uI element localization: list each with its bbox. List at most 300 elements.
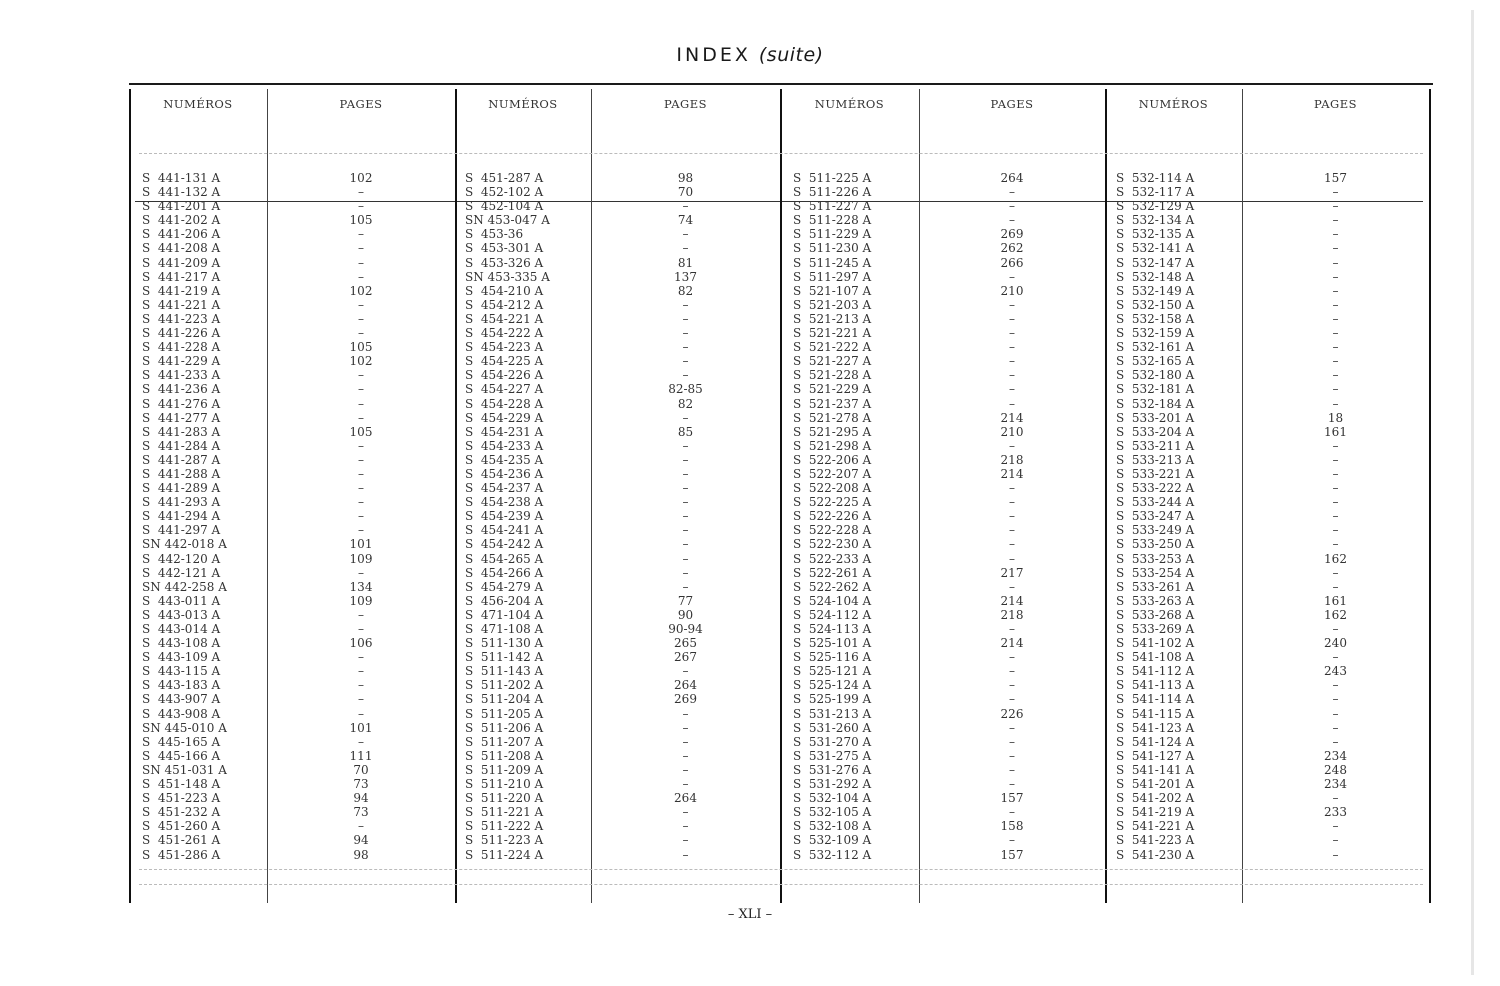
number-cell: S 445-165 A xyxy=(142,734,221,749)
number-cell: S 451-286 A xyxy=(142,847,221,862)
number-cell: S 541-115 A xyxy=(1116,706,1195,721)
number-cell: S 511-130 A xyxy=(465,636,544,651)
page-cell: – xyxy=(1332,678,1339,693)
page-cell: – xyxy=(1332,495,1339,510)
number-cell: S 524-104 A xyxy=(793,593,872,608)
page-cell: – xyxy=(682,452,689,467)
page-cell: 214 xyxy=(1000,636,1024,651)
number-cell: S 452-104 A xyxy=(465,199,544,214)
page-cell: – xyxy=(682,297,689,312)
number-cell: S 441-206 A xyxy=(142,227,221,242)
number-cell: S 441-202 A xyxy=(142,213,221,228)
number-cell: S 454-223 A xyxy=(465,340,544,355)
page-cell: – xyxy=(358,326,364,341)
page-cell: 85 xyxy=(677,424,694,439)
page-cell: 105 xyxy=(349,213,373,228)
number-cell: S 471-108 A xyxy=(465,622,544,636)
number-cell: S 524-113 A xyxy=(793,622,872,636)
number-cell: S 521-222 A xyxy=(793,340,872,355)
header-numeros: NUMÉROS xyxy=(814,97,885,111)
page-cell: – xyxy=(682,551,689,566)
number-cell: S 471-104 A xyxy=(465,607,544,622)
number-cell: S 522-226 A xyxy=(793,509,872,524)
column-divider xyxy=(1105,89,1107,903)
page-cell: – xyxy=(1332,452,1339,467)
page-cell: – xyxy=(682,805,689,820)
number-cell: S 532-149 A xyxy=(1116,283,1195,298)
page-cell: – xyxy=(1009,396,1015,411)
page-title xyxy=(0,44,1500,66)
number-cell: S 441-287 A xyxy=(142,452,221,467)
page-cell: 158 xyxy=(1000,819,1024,834)
number-cell: S 533-263 A xyxy=(1116,593,1195,608)
page-cell: 73 xyxy=(353,805,369,820)
number-cell: SN 445-010 A xyxy=(142,720,227,735)
number-cell: S 521-203 A xyxy=(793,297,872,312)
page-cell: – xyxy=(1332,241,1339,256)
number-cell: S 454-229 A xyxy=(465,410,544,425)
number-cell: S 525-116 A xyxy=(793,650,872,665)
page-cell: – xyxy=(1332,622,1339,636)
number-cell: S 511-143 A xyxy=(465,664,544,679)
number-cell: S 522-233 A xyxy=(793,551,872,566)
number-cell: S 541-114 A xyxy=(1116,692,1195,707)
page-cell: 217 xyxy=(1000,565,1024,580)
page-cell: – xyxy=(358,481,364,496)
number-cell: S 454-233 A xyxy=(465,438,544,453)
page-cell: – xyxy=(1332,382,1339,397)
number-cell: S 532-135 A xyxy=(1116,227,1195,242)
number-cell: S 531-276 A xyxy=(793,762,872,777)
page-cell: 90 xyxy=(677,607,694,622)
page-cell: – xyxy=(1009,523,1015,538)
page-cell: 74 xyxy=(677,213,694,228)
header-numeros: NUMÉROS xyxy=(163,97,233,111)
page-cell: – xyxy=(682,579,689,594)
page-cell: 82-85 xyxy=(668,382,703,397)
number-cell: S 532-117 A xyxy=(1116,185,1195,200)
page-cell: – xyxy=(1332,706,1339,721)
column-divider xyxy=(780,89,782,903)
number-cell: S 454-241 A xyxy=(465,523,544,538)
number-cell: S 521-278 A xyxy=(793,410,872,425)
page-cell: – xyxy=(358,607,364,622)
page-cell: – xyxy=(682,368,689,383)
page-cell: – xyxy=(682,340,689,355)
number-cell: S 511-297 A xyxy=(793,269,872,284)
page-cell: 111 xyxy=(349,748,373,763)
number-cell: S 533-244 A xyxy=(1116,495,1195,510)
pages-column xyxy=(1242,171,1429,862)
page-cell: – xyxy=(1332,396,1339,411)
page-cell: – xyxy=(358,452,364,467)
page-cell: 94 xyxy=(353,833,369,848)
page-cell: – xyxy=(358,199,364,214)
number-cell: S 541-102 A xyxy=(1116,636,1195,651)
number-cell: S 533-247 A xyxy=(1116,509,1195,524)
page-cell: – xyxy=(1009,805,1015,820)
page-cell: 264 xyxy=(674,678,697,693)
header-pages: PAGES xyxy=(339,97,383,111)
page-cell: – xyxy=(1009,340,1015,355)
page-cell: – xyxy=(682,523,689,538)
number-cell: S 521-107 A xyxy=(793,283,872,298)
number-cell: S 531-275 A xyxy=(793,748,872,763)
number-cell: S 511-207 A xyxy=(465,734,544,749)
number-cell: S 522-225 A xyxy=(793,495,872,510)
page-cell: 234 xyxy=(1324,777,1347,792)
title-subtitle: (suite) xyxy=(758,44,824,66)
number-cell: S 541-223 A xyxy=(1116,833,1195,848)
number-cell: S 522-261 A xyxy=(793,565,872,580)
number-cell: S 441-223 A xyxy=(142,311,221,326)
number-cell: S 441-226 A xyxy=(142,326,221,341)
page-cell: – xyxy=(682,762,689,777)
page-cell: 248 xyxy=(1324,762,1347,777)
page-cell: – xyxy=(1009,579,1015,594)
number-cell: S 541-127 A xyxy=(1116,748,1195,763)
page-cell: – xyxy=(1009,551,1015,566)
page-cell: – xyxy=(682,199,689,214)
page-cell: – xyxy=(1332,720,1339,735)
page-cell: 98 xyxy=(677,171,694,185)
number-cell: S 442-120 A xyxy=(142,551,221,566)
number-cell: S 443-014 A xyxy=(142,622,221,636)
page-cell: – xyxy=(682,495,689,510)
page-cell: – xyxy=(358,269,364,284)
page-cell: 162 xyxy=(1324,607,1347,622)
number-cell: S 454-210 A xyxy=(465,283,544,298)
number-cell: S 511-142 A xyxy=(465,650,544,665)
number-cell: S 511-206 A xyxy=(465,720,544,735)
number-cell: S 454-237 A xyxy=(465,481,544,496)
page-cell: 81 xyxy=(677,255,694,270)
number-cell: S 511-205 A xyxy=(465,706,544,721)
number-cell: S 521-237 A xyxy=(793,396,872,411)
table-top-rule xyxy=(129,83,1433,85)
number-cell: S 532-184 A xyxy=(1116,396,1195,411)
page-cell: – xyxy=(358,241,364,256)
page-cell: – xyxy=(682,819,689,834)
number-cell: S 454-238 A xyxy=(465,495,544,510)
number-cell: S 541-124 A xyxy=(1116,734,1195,749)
number-cell: S 454-226 A xyxy=(465,368,544,383)
page-cell: – xyxy=(1009,311,1015,326)
page-cell: 226 xyxy=(1000,706,1024,721)
page-cell: – xyxy=(358,227,364,242)
number-cell: S 541-123 A xyxy=(1116,720,1195,735)
number-cell: S 453-301 A xyxy=(465,241,544,256)
number-cell: S 532-141 A xyxy=(1116,241,1195,256)
page-cell: 269 xyxy=(674,692,697,707)
page-cell: – xyxy=(1009,269,1015,284)
number-cell: S 541-112 A xyxy=(1116,664,1195,679)
page-cell: – xyxy=(1009,537,1015,552)
page-cell: 94 xyxy=(353,791,369,806)
page-cell: – xyxy=(682,241,689,256)
number-cell: S 532-165 A xyxy=(1116,354,1195,369)
number-cell: S 522-206 A xyxy=(793,452,872,467)
numbers-column xyxy=(1116,171,1194,862)
page-cell: – xyxy=(358,185,364,200)
number-cell: S 533-213 A xyxy=(1116,452,1195,467)
page-cell: – xyxy=(1009,664,1015,679)
page-cell: 210 xyxy=(1000,283,1024,298)
page-cell: – xyxy=(1009,678,1015,693)
number-cell: S 443-907 A xyxy=(142,692,221,707)
column-divider xyxy=(455,89,457,903)
page-cell: – xyxy=(1332,692,1339,707)
pages-column xyxy=(591,171,780,862)
page-cell: – xyxy=(1332,227,1339,242)
number-cell: S 511-229 A xyxy=(793,227,872,242)
numbers-column xyxy=(465,171,550,862)
number-cell: S 451-148 A xyxy=(142,777,221,792)
number-cell: S 443-115 A xyxy=(142,664,221,679)
numbers-column xyxy=(793,171,871,862)
number-cell: S 441-236 A xyxy=(142,382,221,397)
number-cell: S 522-228 A xyxy=(793,523,872,538)
page-cell: – xyxy=(1332,213,1339,228)
page-cell: – xyxy=(682,664,689,679)
number-cell: S 441-293 A xyxy=(142,495,221,510)
number-cell: S 454-266 A xyxy=(465,565,544,580)
number-cell: SN 451-031 A xyxy=(142,762,227,777)
number-cell: S 525-199 A xyxy=(793,692,872,707)
page-cell: – xyxy=(1009,297,1015,312)
number-cell: SN 453-335 A xyxy=(465,269,550,284)
header-pages: PAGES xyxy=(664,97,707,111)
page-cell: – xyxy=(1332,537,1339,552)
number-cell: S 511-209 A xyxy=(465,762,544,777)
page-number: – XLI – xyxy=(727,907,773,922)
page-cell: – xyxy=(1332,481,1339,496)
number-cell: S 532-104 A xyxy=(793,791,872,806)
page-cell: – xyxy=(358,297,364,312)
number-cell: S 441-201 A xyxy=(142,199,221,214)
number-cell: S 522-207 A xyxy=(793,466,872,481)
number-cell: S 532-112 A xyxy=(793,847,872,862)
number-cell: S 454-222 A xyxy=(465,326,544,341)
page-cell: 109 xyxy=(349,551,373,566)
number-cell: S 443-183 A xyxy=(142,678,221,693)
number-cell: S 453-36 xyxy=(465,227,524,242)
page-cell: 265 xyxy=(674,636,697,651)
page-cell: – xyxy=(682,227,689,242)
page-cell: – xyxy=(1332,340,1339,355)
number-cell: S 456-204 A xyxy=(465,593,544,608)
page-cell: 157 xyxy=(1000,791,1024,806)
number-cell: S 454-225 A xyxy=(465,354,544,369)
pages-column xyxy=(267,171,455,862)
number-cell: S 533-254 A xyxy=(1116,565,1195,580)
number-cell: S 441-283 A xyxy=(142,424,221,439)
number-cell: S 525-101 A xyxy=(793,636,872,651)
page-cell: – xyxy=(682,438,689,453)
number-cell: S 451-261 A xyxy=(142,833,221,848)
page-cell: – xyxy=(1009,354,1015,369)
number-cell: S 533-222 A xyxy=(1116,481,1195,496)
number-cell: S 521-229 A xyxy=(793,382,872,397)
page-cell: 102 xyxy=(349,171,373,185)
number-cell: S 441-297 A xyxy=(142,523,221,538)
page-cell: 109 xyxy=(349,593,373,608)
number-cell: S 454-221 A xyxy=(465,311,544,326)
page-cell: – xyxy=(1332,185,1339,200)
number-cell: S 532-134 A xyxy=(1116,213,1195,228)
page-cell: – xyxy=(1332,354,1339,369)
page-cell: – xyxy=(1009,382,1015,397)
number-cell: S 441-132 A xyxy=(142,185,221,200)
page-cell: – xyxy=(358,495,364,510)
page-cell: – xyxy=(1332,283,1339,298)
number-cell: S 522-262 A xyxy=(793,579,872,594)
number-cell: S 533-269 A xyxy=(1116,622,1195,636)
number-cell: S 442-121 A xyxy=(142,565,221,580)
page-cell: – xyxy=(1332,847,1339,862)
number-cell: S 533-201 A xyxy=(1116,410,1195,425)
page-cell: – xyxy=(1009,368,1015,383)
number-cell: S 451-260 A xyxy=(142,819,221,834)
page-cell: 269 xyxy=(1000,227,1024,242)
page-cell: – xyxy=(682,311,689,326)
number-cell: S 441-288 A xyxy=(142,466,221,481)
title-text: INDEX xyxy=(676,44,751,66)
page-cell: 162 xyxy=(1324,551,1347,566)
page-cell: 264 xyxy=(674,791,697,806)
number-cell: S 454-228 A xyxy=(465,396,544,411)
page-cell: – xyxy=(682,706,689,721)
page-cell: 106 xyxy=(349,636,373,651)
number-cell: S 443-109 A xyxy=(142,650,221,665)
page-cell: 264 xyxy=(1000,171,1024,185)
page-cell: – xyxy=(358,410,364,425)
page-cell: 214 xyxy=(1000,466,1024,481)
number-cell: S 541-221 A xyxy=(1116,819,1195,834)
page-cell: – xyxy=(358,396,364,411)
page-cell: – xyxy=(1332,650,1339,665)
number-cell: S 441-217 A xyxy=(142,269,221,284)
number-cell: S 441-208 A xyxy=(142,241,221,256)
page-cell: – xyxy=(682,354,689,369)
header-numeros: NUMÉROS xyxy=(488,97,558,111)
page-cell: 134 xyxy=(349,579,373,594)
number-cell: S 531-260 A xyxy=(793,720,872,735)
page-cell: – xyxy=(358,622,364,636)
number-cell: S 441-221 A xyxy=(142,297,221,312)
page-cell: 218 xyxy=(1000,452,1024,467)
number-cell: S 511-226 A xyxy=(793,185,872,200)
header-pages: PAGES xyxy=(990,97,1034,111)
header-pages: PAGES xyxy=(1314,97,1357,111)
page-cell: 90-94 xyxy=(668,622,703,636)
page-cell: – xyxy=(358,650,364,665)
page-cell: 82 xyxy=(677,396,694,411)
number-cell: S 441-219 A xyxy=(142,283,221,298)
page-cell: 101 xyxy=(349,537,373,552)
number-cell: S 441-294 A xyxy=(142,509,221,524)
page-cell: 267 xyxy=(674,650,697,665)
page-cell: 218 xyxy=(1000,607,1024,622)
number-cell: S 452-102 A xyxy=(465,185,544,200)
page-cell: – xyxy=(358,255,364,270)
number-cell: S 522-208 A xyxy=(793,481,872,496)
number-cell: S 533-249 A xyxy=(1116,523,1195,538)
page-cell: – xyxy=(682,748,689,763)
page-cell: – xyxy=(358,706,364,721)
number-cell: S 533-261 A xyxy=(1116,579,1195,594)
number-cell: S 541-201 A xyxy=(1116,777,1195,792)
page-cell: – xyxy=(358,734,364,749)
number-cell: S 511-202 A xyxy=(465,678,544,693)
number-cell: S 531-292 A xyxy=(793,777,872,792)
number-cell: S 511-225 A xyxy=(793,171,872,185)
number-cell: S 511-204 A xyxy=(465,692,544,707)
number-cell: S 531-213 A xyxy=(793,706,872,721)
page-cell: – xyxy=(1009,481,1015,496)
dashed-rule xyxy=(139,884,1423,885)
page-cell: – xyxy=(1332,791,1339,806)
number-cell: S 511-208 A xyxy=(465,748,544,763)
number-cell: S 441-229 A xyxy=(142,354,221,369)
page-cell: – xyxy=(1009,734,1015,749)
page-cell: 243 xyxy=(1324,664,1347,679)
page-cell: 73 xyxy=(353,777,369,792)
number-cell: SN 453-047 A xyxy=(465,213,550,228)
number-cell: S 521-213 A xyxy=(793,311,872,326)
page-edge xyxy=(1471,10,1474,975)
number-cell: S 511-220 A xyxy=(465,791,544,806)
page-cell: – xyxy=(1009,833,1015,848)
page-cell: – xyxy=(358,438,364,453)
dashed-rule xyxy=(139,153,1423,154)
page-cell: – xyxy=(358,664,364,679)
page-cell: 233 xyxy=(1324,805,1347,820)
page-cell: 98 xyxy=(353,847,369,862)
page-cell: – xyxy=(358,565,364,580)
number-cell: S 532-150 A xyxy=(1116,297,1195,312)
page-cell: – xyxy=(1332,466,1339,481)
page-cell: – xyxy=(358,819,364,834)
page-cell: – xyxy=(682,565,689,580)
number-cell: SN 442-258 A xyxy=(142,579,227,594)
page-cell: 18 xyxy=(1327,410,1344,425)
number-cell: S 451-223 A xyxy=(142,791,221,806)
page-cell: – xyxy=(358,382,364,397)
number-cell: S 532-129 A xyxy=(1116,199,1195,214)
page-cell: – xyxy=(682,481,689,496)
number-cell: S 454-265 A xyxy=(465,551,544,566)
number-cell: S 533-221 A xyxy=(1116,466,1195,481)
number-cell: S 441-276 A xyxy=(142,396,221,411)
number-cell: S 454-279 A xyxy=(465,579,544,594)
page-cell: 70 xyxy=(677,185,694,200)
page-cell: 262 xyxy=(1000,241,1024,256)
page-cell: 105 xyxy=(349,424,373,439)
header-numeros: NUMÉROS xyxy=(1138,97,1209,111)
page-cell: – xyxy=(1009,692,1015,707)
number-cell: S 453-326 A xyxy=(465,255,544,270)
page-cell: – xyxy=(682,537,689,552)
page-cell: 161 xyxy=(1324,424,1347,439)
page-cell: – xyxy=(1009,622,1015,636)
number-cell: S 525-124 A xyxy=(793,678,872,693)
page-cell: – xyxy=(682,326,689,341)
number-cell: S 441-209 A xyxy=(142,255,221,270)
number-cell: S 521-227 A xyxy=(793,354,872,369)
page-cell: – xyxy=(682,833,689,848)
index-table xyxy=(129,83,1433,903)
